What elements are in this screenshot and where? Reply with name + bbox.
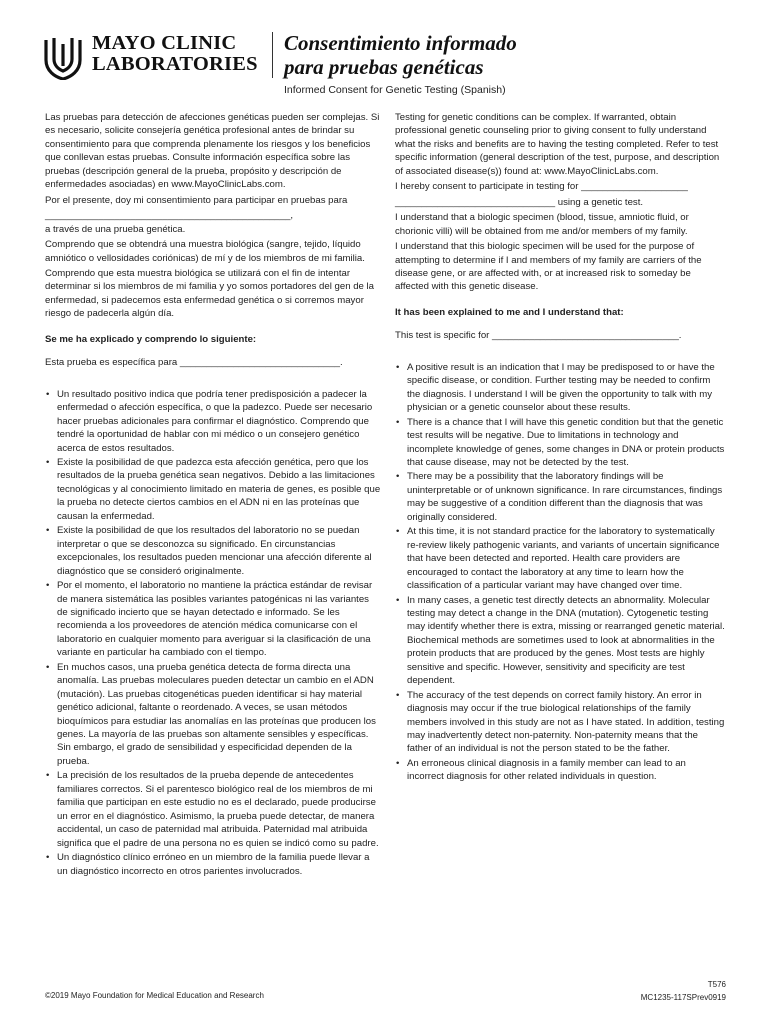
- spanish-consent-blank-line: [45, 209, 382, 236]
- list-item: • Un resultado positivo indica que podría tener predisposición a padecer la enfermedad o afección específica, o que la padezco. Puede ser necesario hacer pruebas adicionales para confirmar el diagnóstico. Comprendo que tendré la oportunidad de hablar con mi médico o un consejero genético acerca de estos resultados.: [45, 388, 382, 455]
- logo-line1: MAYO CLINIC: [92, 32, 237, 54]
- list-item: • The accuracy of the test depends on correct family history. An error in diagnosis may occur if the true biological relationships of the family members involved in this study are not as I have stated. In addition, testing may inadvertently detect non-paternity. Non-paternity means that the father of an individual is not the person stated to be the father.: [395, 689, 725, 756]
- spanish-bullet-list: [45, 388, 382, 878]
- spanish-consent-line: Por el presente, doy mi consentimiento para participar en pruebas para: [45, 194, 348, 206]
- list-item: • There is a chance that I will have this genetic condition but that the genetic test results will be negative. Due to limitations in technology and incomplete knowledge of genes, some changes in DNA or protein products that cause disease, may not be detected by the test.: [395, 416, 725, 470]
- spanish-specific-line: Esta prueba es específica para ______________________________.: [45, 357, 343, 369]
- list-item: • Por el momento, el laboratorio no mantiene la práctica estándar de revisar de manera sistemática las posibles variantes patogénicas ni las variantes de significado incierto que se hayan detectado e informado. Se les recomienda a los proveedores de atención médica comunicarse con el laboratorio en cualquier momento para averiguar si la clasificación de una variante en particular ha cambiado con el tiempo.: [45, 579, 382, 660]
- spanish-column: [45, 111, 382, 879]
- page-title: [284, 31, 517, 79]
- english-understand-2: I understand that this biologic specimen will be used for the purpose of attempting to determine if I and members of my family are carriers of the disease gene, or are affected with, or at increased risk to someday be affected with this genetic disease.: [395, 241, 702, 293]
- list-item: • In many cases, a genetic test directly detects an abnormality. Molecular testing may detect a change in the DNA (mutation). Cytogenetic testing may identify whether there is extra, missing or rearranged genetic material. Biochemical methods are sometimes used to look at abnormalities in the protein products that are produced by the genes. Most tests are highly sensitive and specific. However, sensitivity and specificity are test dependent.: [395, 594, 725, 688]
- english-understand-1: I understand that a biologic specimen (blood, tissue, amniotic fluid, or chorionic villi) will be obtained from me and/or members of my family.: [395, 212, 689, 237]
- title-line2: para pruebas genéticas: [284, 55, 484, 79]
- english-consent-line: I hereby consent to participate in testing for ____________________: [395, 181, 688, 193]
- list-item: • There may be a possibility that the laboratory findings will be uninterpretable or of unknown significance. In rare circumstances, findings may be suggestive of a condition different than the diagnosis that was originally considered.: [395, 470, 725, 524]
- logo-wordmark: [92, 33, 258, 75]
- english-consent-tail: ______________________________ using a genetic test.: [395, 196, 644, 208]
- list-item: • A positive result is an indication that I may be predisposed to or have the specific disease, or condition. Further testing may be needed to confirm the diagnosis. I understand I will be given the opportunity to talk with my physician or a genetic counselor about these results.: [395, 361, 725, 415]
- spanish-heading: Se me ha explicado y comprendo lo siguiente:: [45, 333, 257, 345]
- list-item: • Existe la posibilidad de que padezca esta afección genética, pero que los resultados de la prueba genética sean negativos. Debido a las limitaciones tecnológicas y al conocimiento limitado en materia de genes, es posible que la prueba no detecte ciertos cambios en el ADN ni en las proteínas que causan la enfermedad.: [45, 456, 382, 523]
- list-item: • En muchos casos, una prueba genética detecta de forma directa una anomalía. Las pruebas moleculares pueden detectar un cambio en el ADN (mutación). Las pruebas citogenéticas pueden identificar si hay material genético adicional, faltante o reordenado. A veces, se usan métodos bioquímicos para estudiar las anomalías en las proteínas que producen los genes. La mayoría de las pruebas son altamente sensibles y específicas. Sin embargo, el grado de sensibilidad y especificidad dependen de la prueba.: [45, 661, 382, 769]
- english-specific-line: This test is specific for ___________________________________.: [395, 330, 682, 342]
- mayo-shield-icon: [44, 36, 82, 80]
- title-line1: Consentimiento informado: [284, 31, 517, 55]
- form-code: MC1235-117SPrev0919: [640, 993, 726, 1002]
- header-divider: [272, 32, 273, 78]
- list-item: • Un diagnóstico clínico erróneo en un miembro de la familia puede llevar a un diagnóstico incorrecto en otros parientes involucrados.: [45, 851, 382, 878]
- spanish-intro: Las pruebas para detección de afecciones genéticas pueden ser complejas. Si es necesario, solicite consejería genética profesional antes de brindar su consentimiento para que comprenda plenamente los riesgos y los beneficios que conllevan estas pruebas. Consulte información específica sobre las pruebas (descripción general de la prueba, propósito y descripción de enfermedades asociadas) en www.MayoClinicLabs.com.: [45, 112, 380, 191]
- english-bullet-list: [395, 361, 725, 784]
- list-item: • La precisión de los resultados de la prueba depende de antecedentes familiares correctos. Si el parentesco biológico real de los miembros de mi familia que participan en este estudio no es el declarado, puede producirse un error en el diagnóstico. Asimismo, la prueba puede detectar, de manera accidental, un caso de paternidad mal atribuida. Paternidad mal atribuida significa que el padre de una persona no es quien se indicó como su padre.: [45, 769, 382, 850]
- english-intro: Testing for genetic conditions can be complex. If warranted, obtain professional genetic counseling prior to giving consent to fully understand what the risks and benefits are to having the testing completed. Refer to test specific information (general description of the test, purpose, and description of associated disease(s)) found at: www.MayoClinicLabs.com.: [395, 112, 720, 177]
- spanish-understand-1: Comprendo que se obtendrá una muestra biológica (sangre, tejido, líquido amniótico o vellosidades coriónicas) de mí y de los miembros de mi familia.: [45, 239, 365, 264]
- form-number: T576: [707, 980, 726, 989]
- list-item: • Existe la posibilidad de que los resultados del laboratorio no se puedan interpretar o que se desconozca su significado. En circunstancias excepcionales, los resultados pueden mencionar una afección diferente al diagnóstico que se consideró originalmente.: [45, 524, 382, 578]
- spanish-understand-2: Comprendo que esta muestra biológica se utilizará con el fin de intentar determinar si los miembros de mi familia y yo somos portadores del gen de la enfermedad, si padecemos esta enfermedad genética o si corremos mayor riesgo de padecerla algún día.: [45, 267, 374, 320]
- spanish-consent-tail: a través de una prueba genética.: [45, 223, 186, 235]
- spanish-consent-blank: ______________________________________________,: [45, 210, 294, 222]
- list-item: • An erroneous clinical diagnosis in a family member can lead to an incorrect diagnosis for other related individuals in question.: [395, 757, 725, 784]
- list-item: • At this time, it is not standard practice for the laboratory to systematically re-review likely pathogenic variants, and variants of uncertain significance that have been detected and reported. Health care providers are encouraged to contact the laboratory at any time to learn how the classification of a particular variant may have changed over time.: [395, 525, 725, 592]
- form-identifier: [641, 978, 726, 1004]
- logo-line2: LABORATORIES: [92, 53, 258, 75]
- copyright-notice: ©2019 Mayo Foundation for Medical Education and Research: [45, 991, 264, 1000]
- english-column: [395, 111, 725, 785]
- page-subtitle: Informed Consent for Genetic Testing (Spanish): [284, 84, 506, 96]
- document-header: [44, 30, 734, 100]
- english-heading: It has been explained to me and I understand that:: [395, 306, 624, 318]
